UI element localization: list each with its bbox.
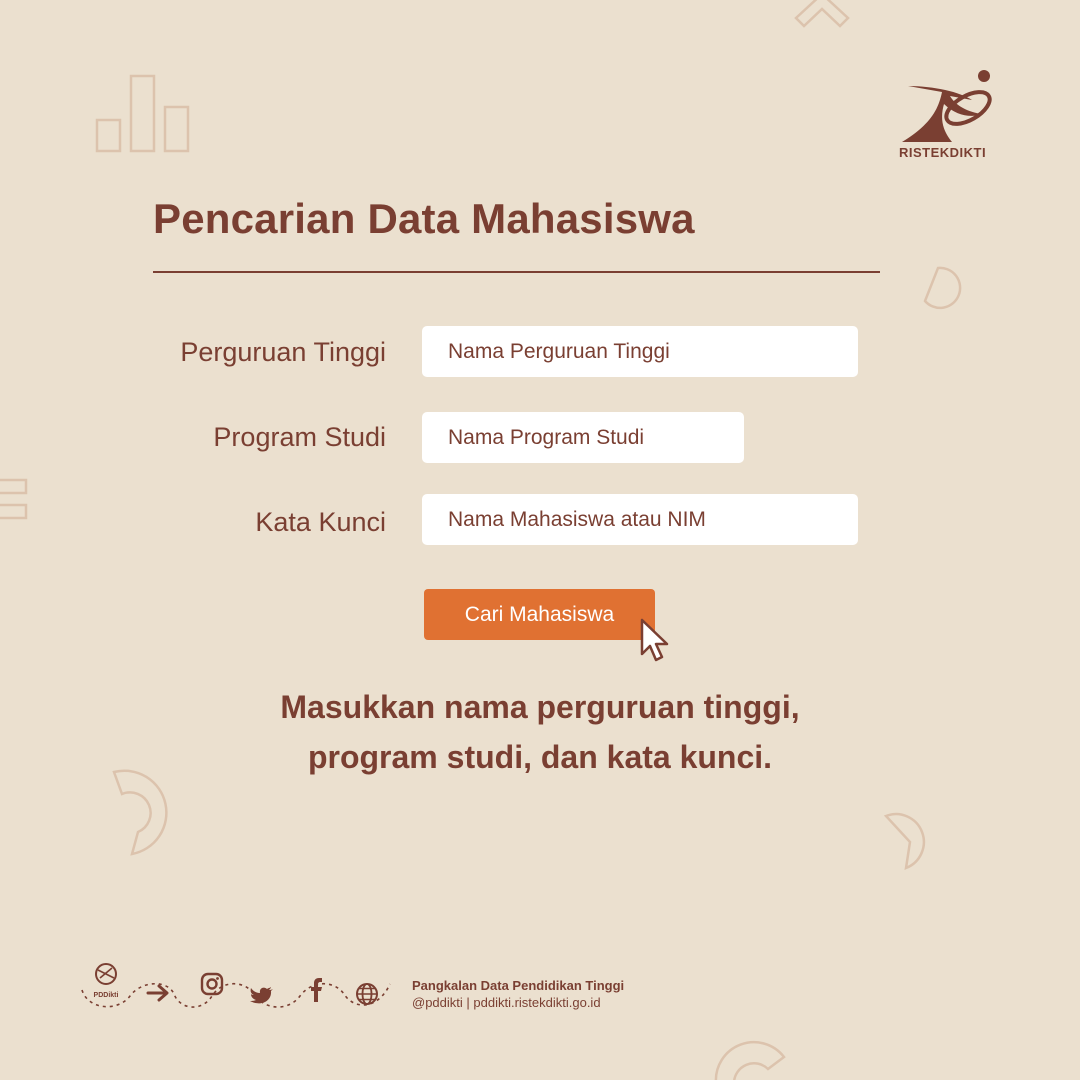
- footer-org-name: Pangkalan Data Pendidikan Tinggi: [412, 978, 625, 993]
- stripes-decoration: [0, 478, 30, 524]
- footer-contact: @pddikti | pddikti.ristekdikti.go.id: [412, 995, 601, 1010]
- program-studi-input[interactable]: [422, 412, 744, 463]
- mouse-pointer-icon: [638, 618, 672, 664]
- instagram-icon[interactable]: [200, 972, 224, 996]
- perguruan-tinggi-input[interactable]: [422, 326, 858, 377]
- pddikti-logo-icon: [88, 962, 124, 992]
- half-circle-decoration: [922, 264, 968, 310]
- globe-icon[interactable]: [355, 982, 379, 1006]
- pddikti-logo-label: PDDikti: [93, 992, 119, 999]
- ring-decoration: [712, 1035, 792, 1080]
- ristekdikti-logo-icon: [898, 64, 998, 146]
- chevron-decoration: [792, 0, 852, 30]
- twitter-icon[interactable]: [250, 986, 274, 1006]
- kata-kunci-input[interactable]: [422, 494, 858, 545]
- perguruan-tinggi-label: Perguruan Tinggi: [180, 337, 386, 367]
- instruction-line-1: Masukkan nama perguruan tinggi,: [280, 689, 800, 725]
- brand-name: RISTEKDIKTI: [899, 145, 987, 160]
- pie-decoration: [882, 810, 938, 872]
- arc-decoration: [108, 768, 180, 860]
- bar-chart-decoration: [95, 73, 193, 155]
- instruction-line-2: program studi, dan kata kunci.: [307, 739, 773, 775]
- program-studi-label: Program Studi: [213, 422, 386, 452]
- cari-mahasiswa-button[interactable]: Cari Mahasiswa: [424, 589, 655, 640]
- kata-kunci-label: Kata Kunci: [255, 507, 386, 537]
- facebook-icon[interactable]: [308, 978, 324, 1002]
- page-title: Pencarian Data Mahasiswa: [153, 195, 695, 242]
- arrow-right-icon[interactable]: [146, 983, 172, 1003]
- title-divider: [153, 271, 880, 273]
